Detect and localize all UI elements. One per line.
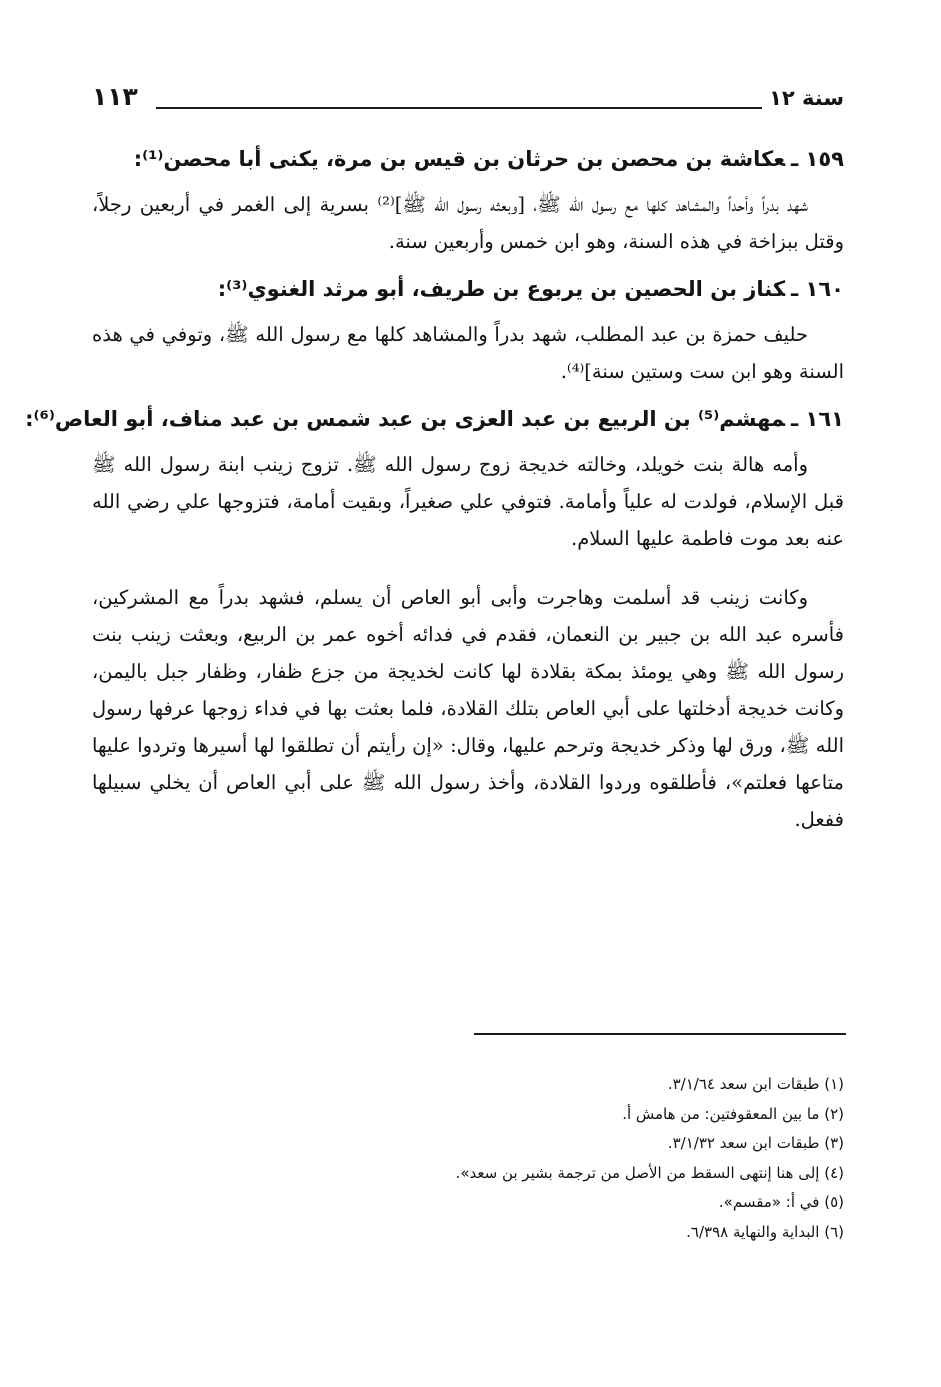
footnote: (٢) ما بين المعقوفتين: من هامش أ. — [622, 1104, 844, 1123]
entry-heading-161 — [25, 400, 844, 438]
entry-number: ١٦٠ ـ — [791, 277, 844, 301]
entry-number: ١٦١ ـ — [791, 407, 844, 431]
entry-title: كناز بن الحصين بن يربوع بن طريف، أبو مرثد الغنوي⁽³⁾: — [217, 277, 786, 301]
entry-title: عكاشة بن محصن بن حرثان بن قيس بن مرة، يكنى أبا محصن⁽¹⁾: — [133, 147, 786, 171]
entry-paragraph: حليف حمزة بن عبد المطلب، شهد بدراً والمشاهد كلها مع رسول الله ﷺ، وتوفي في هذه السنة وهو ابن ست وستين سنة]⁽⁴⁾. — [92, 323, 844, 383]
footnote: (٦) البداية والنهاية ٦/٣٩٨. — [686, 1222, 844, 1241]
entry-heading-159 — [92, 140, 844, 178]
header-title: سنة ١٢ — [769, 86, 844, 110]
footnote: (١) طبقات ابن سعد ٣/١/٦٤. — [667, 1075, 844, 1093]
footnote-separator — [474, 1033, 846, 1035]
footnote: (٥) في أ: «مقسم». — [718, 1193, 844, 1211]
entry-paragraph: وأمه هالة بنت خويلد، وخالته خديجة زوج رسول الله ﷺ. تزوج زينب ابنة رسول الله ﷺ قبل الإسلام، فولدت له علياً وأمامة. فتوفي علي صغيراً، وبقيت أمامة، فتزوجها علي رضي الله عنه بعد موت فاطمة عليها السلام. — [92, 453, 844, 550]
footnote: (٣) طبقات ابن سعد ٣/١/٣٢. — [667, 1134, 844, 1152]
running-header — [92, 82, 844, 122]
footnotes — [92, 1070, 844, 1247]
main-text — [25, 140, 844, 848]
header-rule — [156, 107, 762, 109]
footnote: (٤) إلى هنا إنتهى السقط من الأصل من ترجمة بشير بن سعد». — [455, 1163, 844, 1182]
entry-paragraph: شهد بدراً وأحداً والمشاهد كلها مع رسول الله ﷺ، [وبعثه رسول الله ﷺ]⁽²⁾ بسرية إلى الغمر في أربعين رجلاً، وقتل ببزاخة في هذه السنة، وهو ابن خمس وأربعين سنة. — [92, 193, 844, 253]
entry-title: مهشم⁽⁵⁾ بن الربيع بن عبد العزى بن عبد شمس بن عبد مناف، أبو العاص⁽⁶⁾: — [25, 407, 786, 431]
entry-heading-160 — [92, 270, 844, 308]
page-number: ١١٣ — [92, 82, 138, 111]
entry-number: ١٥٩ ـ — [791, 147, 844, 171]
entry-paragraph: وكانت زينب قد أسلمت وهاجرت وأبى أبو العاص أن يسلم، فشهد بدراً مع المشركين، فأسره عبد الله بن جبير بن النعمان، فقدم في فدائه أخوه عمر بن الربيع، وبعثت زينب بنت رسول الله ﷺ وهي يومئذ بمكة بقلادة لها كانت لخديجة من جزع ظفار، وظفار جبل باليمن، وكانت خديجة أدخلتها على أبي العاص بتلك القلادة، فلما بعثت بها في فداء زوجها عرفها رسول الله ﷺ، ورق لها وذكر خديجة وترحم عليها، وقال: «إن رأيتم أن تطلقوا لها أسيرها وتردوا عليها متاعها فعلتم»، فأطلقوه وردوا القلادة، وأخذ رسول الله ﷺ على أبي العاص أن يخلي سبيلها ففعل. — [92, 586, 844, 831]
